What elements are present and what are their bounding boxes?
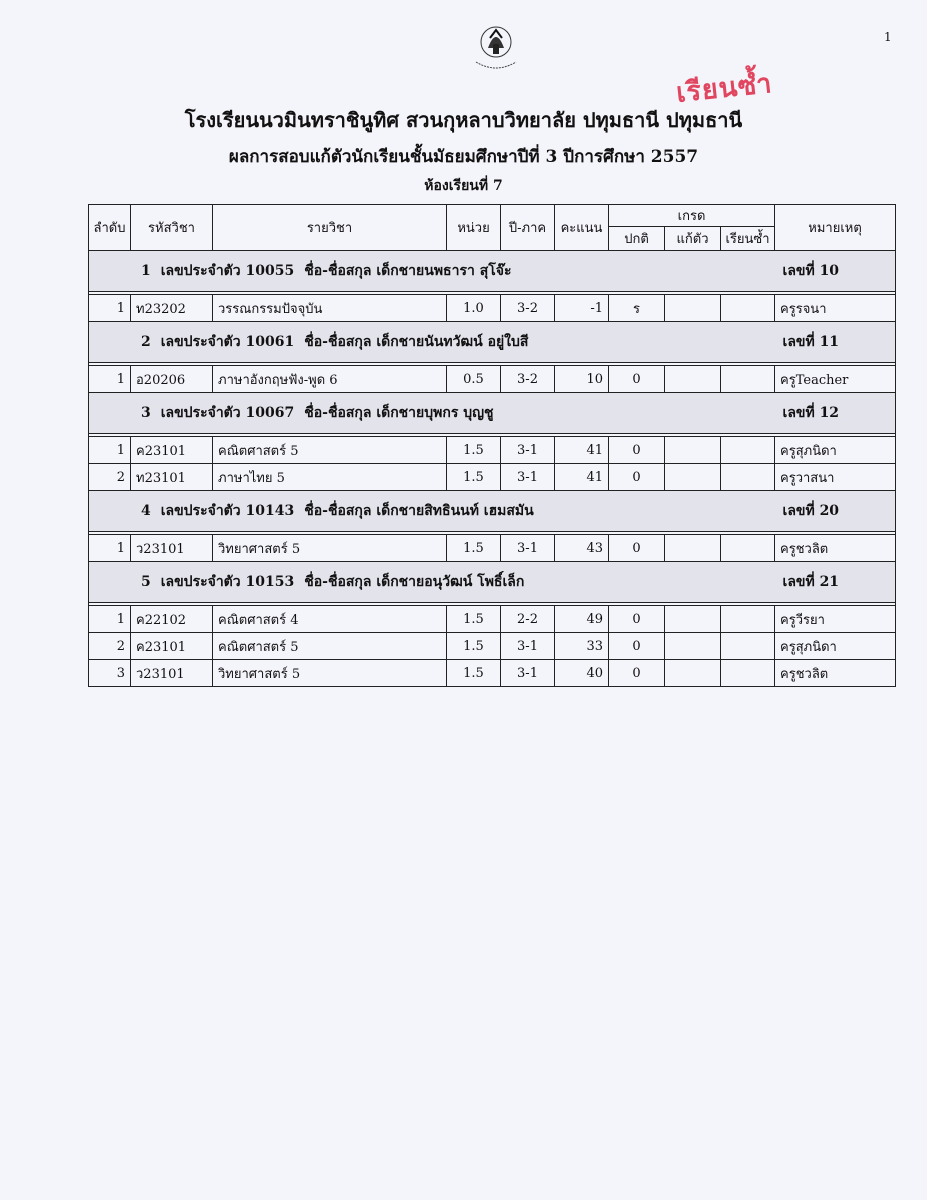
school-name: โรงเรียนนวมินทราชินูทิศ สวนกุหลาบวิทยาลัย ปทุมธานี ปทุมธานี [184,108,743,132]
course-unit: 1.5 [447,633,501,660]
grade-retest [665,437,721,464]
course-row [89,295,896,322]
grade-normal: 0 [609,464,665,491]
course-score: 49 [555,606,609,633]
course-unit: 1.5 [447,464,501,491]
grade-normal: ร [609,295,665,322]
col-code: รหัสวิชา [131,205,213,251]
student-index: 3 [141,405,151,421]
course-seq: 2 [89,633,131,660]
course-unit: 1.0 [447,295,501,322]
course-unit: 1.5 [447,660,501,687]
student-row [89,251,896,292]
student-id: เลขประจำตัว 10061 [160,334,295,350]
student-name: ชื่อ-ชื่อสกุล เด็กชายสิทธินนท์ เฮมสมัน [304,503,534,519]
course-unit: 0.5 [447,366,501,393]
grade-normal: 0 [609,633,665,660]
report-title: ผลการสอบแก้ตัวนักเรียนชั้นมัธยมศึกษาปีที่ 3 ปีการศึกษา 2557 [228,147,699,167]
course-code: อ20206 [131,366,213,393]
course-seq: 1 [89,535,131,562]
course-score: 33 [555,633,609,660]
course-subject: วรรณกรรมปัจจุบัน [213,295,447,322]
course-row [89,464,896,491]
course-subject: คณิตศาสตร์ 5 [213,633,447,660]
course-row [89,606,896,633]
col-order: ลำดับ [89,205,131,251]
course-score: 40 [555,660,609,687]
course-subject: วิทยาศาสตร์ 5 [213,535,447,562]
course-term: 3-1 [501,633,555,660]
course-seq: 1 [89,437,131,464]
course-score: 10 [555,366,609,393]
course-unit: 1.5 [447,606,501,633]
course-seq: 2 [89,464,131,491]
grade-normal: 0 [609,366,665,393]
grade-retest [665,295,721,322]
grade-normal: 0 [609,660,665,687]
student-row [89,322,896,363]
student-index: 5 [141,574,151,590]
student-number: เลขที่ 11 [775,322,896,363]
course-score: -1 [555,295,609,322]
course-code: ว23101 [131,660,213,687]
student-row [89,393,896,434]
student-info [89,491,775,532]
course-score: 43 [555,535,609,562]
grade-retest [665,535,721,562]
student-name: ชื่อ-ชื่อสกุล เด็กชายนพธารา สุโจ๊ะ [304,263,512,279]
course-term: 3-1 [501,464,555,491]
course-remark: ครูรจนา [775,295,896,322]
course-subject: ภาษาอังกฤษฟัง-พูด 6 [213,366,447,393]
grade-repeat [721,295,775,322]
col-score: คะแนน [555,205,609,251]
course-code: ค23101 [131,437,213,464]
grade-repeat [721,437,775,464]
student-number: เลขที่ 10 [775,251,896,292]
grade-repeat [721,535,775,562]
course-seq: 3 [89,660,131,687]
classroom-label: ห้องเรียนที่ 7 [424,178,503,194]
course-row [89,437,896,464]
student-index: 4 [141,503,151,519]
student-row [89,491,896,532]
student-index: 1 [141,263,151,279]
course-term: 3-2 [501,295,555,322]
student-number: เลขที่ 20 [775,491,896,532]
grade-retest [665,660,721,687]
repeat-class-stamp: เรียนซ้ำ [674,68,774,109]
grade-retest [665,633,721,660]
grade-retest [665,606,721,633]
student-info [89,393,775,434]
course-seq: 1 [89,295,131,322]
grade-normal: 0 [609,606,665,633]
col-remark: หมายเหตุ [775,205,896,251]
student-name: ชื่อ-ชื่อสกุล เด็กชายอนุวัฒน์ โพธิ์เล็ก [304,574,525,590]
student-id: เลขประจำตัว 10153 [160,574,295,590]
course-row [89,660,896,687]
course-code: ค22102 [131,606,213,633]
grade-repeat [721,660,775,687]
col-subject: รายวิชา [213,205,447,251]
course-row [89,633,896,660]
grades-table [88,204,896,687]
course-term: 3-1 [501,437,555,464]
grade-repeat [721,366,775,393]
grade-retest [665,366,721,393]
col-unit: หน่วย [447,205,501,251]
grade-normal: 0 [609,535,665,562]
course-remark: ครูTeacher [775,366,896,393]
course-code: ว23101 [131,535,213,562]
course-seq: 1 [89,366,131,393]
course-unit: 1.5 [447,535,501,562]
col-grade: เกรด [609,205,775,227]
course-subject: วิทยาศาสตร์ 5 [213,660,447,687]
student-info [89,251,775,292]
course-unit: 1.5 [447,437,501,464]
course-term: 2-2 [501,606,555,633]
course-subject: ภาษาไทย 5 [213,464,447,491]
course-score: 41 [555,464,609,491]
course-subject: คณิตศาสตร์ 5 [213,437,447,464]
course-code: ท23101 [131,464,213,491]
course-code: ค23101 [131,633,213,660]
course-term: 3-1 [501,535,555,562]
course-score: 41 [555,437,609,464]
course-row [89,366,896,393]
student-number: เลขที่ 12 [775,393,896,434]
grade-normal: 0 [609,437,665,464]
course-code: ท23202 [131,295,213,322]
grade-repeat [721,464,775,491]
course-subject: คณิตศาสตร์ 4 [213,606,447,633]
student-number: เลขที่ 21 [775,562,896,603]
course-remark: ครูชวลิต [775,535,896,562]
col-term: ปี-ภาค [501,205,555,251]
school-seal-icon [470,18,522,76]
page-number: 1 [884,30,892,44]
course-term: 3-2 [501,366,555,393]
course-remark: ครูสุภนิดา [775,633,896,660]
course-remark: ครูชวลิต [775,660,896,687]
course-remark: ครูสุภนิดา [775,437,896,464]
col-grade-repeat: เรียนซ้ำ [721,227,775,251]
student-id: เลขประจำตัว 10143 [160,503,295,519]
course-term: 3-1 [501,660,555,687]
col-grade-retest: แก้ตัว [665,227,721,251]
student-name: ชื่อ-ชื่อสกุล เด็กชายนันทวัฒน์ อยู่ใบสี [304,334,529,350]
grade-retest [665,464,721,491]
grade-repeat [721,633,775,660]
student-id: เลขประจำตัว 10067 [160,405,295,421]
grade-repeat [721,606,775,633]
course-remark: ครูวาสนา [775,464,896,491]
course-seq: 1 [89,606,131,633]
student-info [89,322,775,363]
col-grade-normal: ปกติ [609,227,665,251]
student-id: เลขประจำตัว 10055 [160,263,295,279]
student-row [89,562,896,603]
student-index: 2 [141,334,151,350]
student-info [89,562,775,603]
student-name: ชื่อ-ชื่อสกุล เด็กชายบุพกร บุญชู [304,405,494,421]
course-remark: ครูวีรยา [775,606,896,633]
course-row [89,535,896,562]
